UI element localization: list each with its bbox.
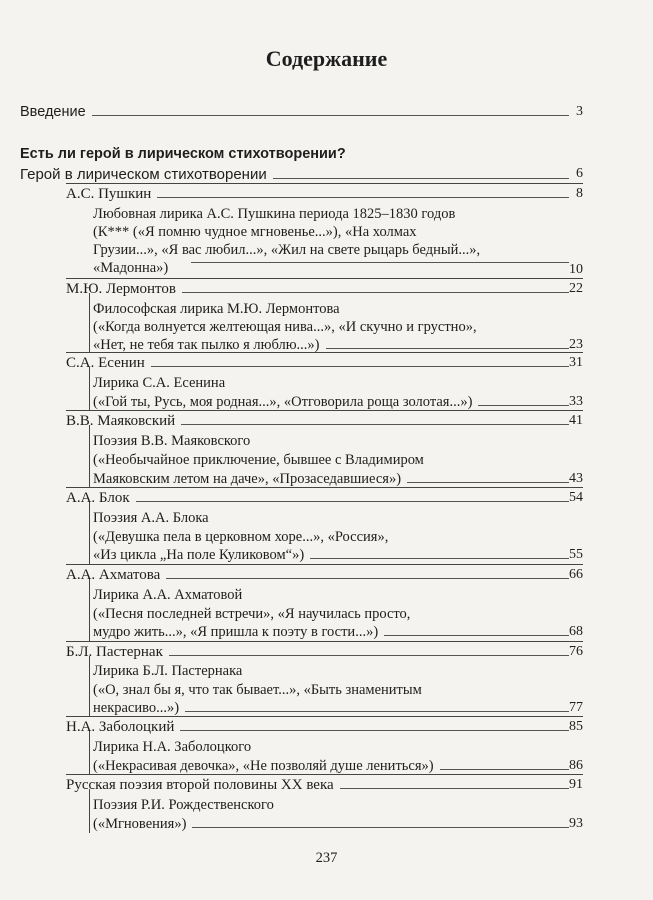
author-pasternak[interactable]: Б.Л. Пастернак xyxy=(66,644,575,661)
work-poems: («О, знал бы я, что так бывает...», «Быть знаменитым xyxy=(93,682,422,698)
vertical-rule xyxy=(89,731,90,775)
section-page: 93 xyxy=(569,816,583,831)
section-rule xyxy=(66,564,583,565)
author-page: 85 xyxy=(569,719,583,734)
section-rule xyxy=(66,774,583,775)
author-page: 22 xyxy=(569,281,583,296)
author-page: 91 xyxy=(569,777,583,792)
vertical-rule xyxy=(89,789,90,833)
section-page: 77 xyxy=(569,700,583,715)
page-title: Содержание xyxy=(265,46,388,71)
section-page: 33 xyxy=(569,394,583,409)
page-number: 237 xyxy=(315,850,338,866)
vertical-rule xyxy=(89,579,90,641)
leader-dots xyxy=(166,578,569,579)
section-rule xyxy=(66,352,583,353)
author-page: 76 xyxy=(569,644,583,659)
leader-dots xyxy=(180,730,569,731)
author-blok[interactable]: А.А. Блок xyxy=(66,490,575,507)
section-rule xyxy=(66,487,583,488)
vertical-rule xyxy=(89,367,90,411)
author-page: 8 xyxy=(576,186,583,201)
author-page: 31 xyxy=(569,355,583,370)
leader-dots xyxy=(92,115,569,116)
work-poems: («Необычайное приключение, бывшее с Владимиром xyxy=(93,452,424,468)
toc-intro[interactable] xyxy=(20,104,575,121)
vertical-rule xyxy=(89,425,90,487)
work-poems: Маяковским летом на даче», «Прозаседавшиеся») xyxy=(93,471,402,487)
section-page: 68 xyxy=(569,624,583,639)
author-page: 66 xyxy=(569,567,583,582)
leader-dots xyxy=(407,482,569,483)
leader-dots xyxy=(136,501,569,502)
section-page: 86 xyxy=(569,758,583,773)
leader-dots xyxy=(192,827,569,828)
toc-intro-page: 3 xyxy=(576,104,583,119)
part-heading: Есть ли герой в лирическом стихотворении? xyxy=(20,146,346,162)
work-poems: («Некрасивая девочка», «Не позволяй душе лениться») xyxy=(93,758,434,774)
work-poems: («Девушка пела в церковном хоре...», «Россия», xyxy=(93,529,389,545)
author-russian-poetry[interactable]: Русская поэзия второй половины XX века xyxy=(66,777,575,794)
leader-dots xyxy=(157,197,569,198)
author-mayakovsky[interactable]: В.В. Маяковский xyxy=(66,413,575,430)
work-title: Лирика Н.А. Заболоцкого xyxy=(93,739,252,755)
leader-dots xyxy=(326,348,570,349)
work-title: Лирика А.А. Ахматовой xyxy=(93,587,243,603)
work-title: Поэзия А.А. Блока xyxy=(93,510,209,526)
section-page: 23 xyxy=(569,337,583,352)
author-lermontov[interactable]: М.Ю. Лермонтов xyxy=(66,281,575,298)
work-poems: «Мадонна») xyxy=(93,260,169,276)
section-rule xyxy=(66,278,583,279)
section-rule xyxy=(66,641,583,642)
leader-dots xyxy=(181,424,569,425)
work-poems: («Песня последней встречи», «Я научилась просто, xyxy=(93,606,411,622)
toc-part-page: 6 xyxy=(576,166,583,181)
work-poems: (К*** («Я помню чудное мгновенье...»), «На холмах xyxy=(93,224,417,240)
work-title: Лирика С.А. Есенина xyxy=(93,375,226,391)
leader-dots xyxy=(191,262,569,263)
leader-dots xyxy=(151,366,569,367)
work-poems: «Нет, не тебя так пылко я люблю...») xyxy=(93,337,320,353)
section-rule xyxy=(66,410,583,411)
work-poems: «Из цикла „На поле Куликовом“») xyxy=(93,547,305,563)
leader-dots xyxy=(440,769,569,770)
leader-dots xyxy=(478,405,569,406)
leader-dots xyxy=(169,655,569,656)
section-page: 10 xyxy=(569,262,583,277)
section-page: 43 xyxy=(569,471,583,486)
leader-dots xyxy=(185,711,569,712)
section-page: 55 xyxy=(569,547,583,562)
author-page: 41 xyxy=(569,413,583,428)
vertical-rule xyxy=(89,656,90,716)
author-page: 54 xyxy=(569,490,583,505)
work-title: Любовная лирика А.С. Пушкина периода 1825–1830 годов xyxy=(93,206,456,222)
toc-intro-label: Введение xyxy=(20,104,86,120)
author-esenin[interactable]: С.А. Есенин xyxy=(66,355,575,372)
author-zabolotsky[interactable]: Н.А. Заболоцкий xyxy=(66,719,575,736)
author-akhmatova[interactable]: А.А. Ахматова xyxy=(66,567,575,584)
work-title: Поэзия Р.И. Рождественского xyxy=(93,797,274,813)
work-poems: мудро жить...», «Я пришла к поэту в гости...») xyxy=(93,624,379,640)
author-pushkin[interactable]: А.С. Пушкин xyxy=(66,186,575,203)
work-poems: («Когда волнуется желтеющая нива...», «И скучно и грустно», xyxy=(93,319,477,335)
leader-dots xyxy=(310,558,569,559)
leader-dots xyxy=(273,178,569,179)
leader-dots xyxy=(340,788,569,789)
section-rule xyxy=(66,183,583,184)
leader-dots xyxy=(384,635,569,636)
work-poems: («Гой ты, Русь, моя родная...», «Отговорила роща золотая...») xyxy=(93,394,473,410)
work-poems: Грузии...», «Я вас любил...», «Жил на свете рыцарь бедный...», xyxy=(93,242,481,258)
work-title: Лирика Б.Л. Пастернака xyxy=(93,663,243,679)
vertical-rule xyxy=(89,293,90,353)
work-title: Философская лирика М.Ю. Лермонтова xyxy=(93,301,340,317)
work-poems: некрасиво...») xyxy=(93,700,180,716)
work-poems: («Мгновения») xyxy=(93,816,187,832)
leader-dots xyxy=(182,292,569,293)
toc-part-sub[interactable]: Герой в лирическом стихотворении xyxy=(20,166,575,183)
section-rule xyxy=(66,716,583,717)
vertical-rule xyxy=(89,502,90,564)
work-title: Поэзия В.В. Маяковского xyxy=(93,433,251,449)
